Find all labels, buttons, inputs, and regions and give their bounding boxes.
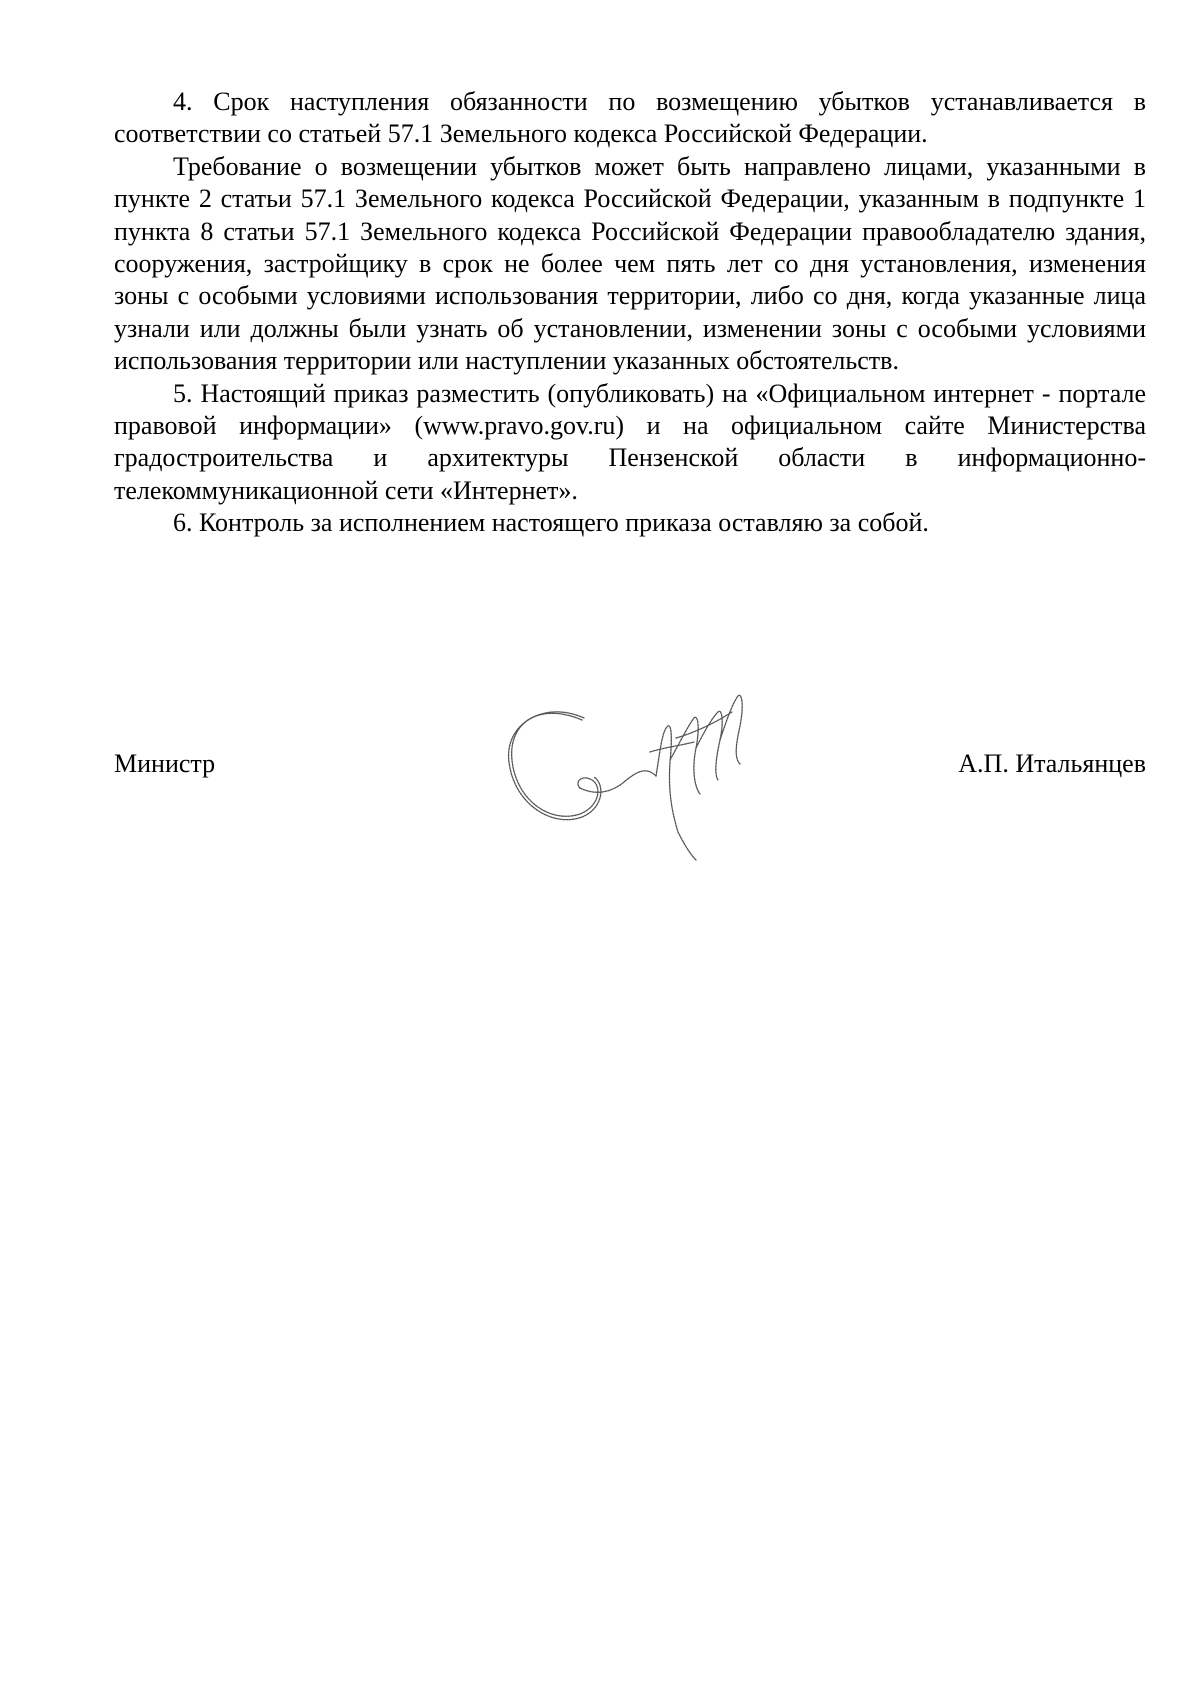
signatory-title: Министр <box>114 749 216 778</box>
document-body <box>114 86 1146 540</box>
paragraph-item-5: 5. Настоящий приказ разместить (опубликовать) на «Официальном интернет - портале правовой информации» (www.pravo.gov.ru) и на официальном сайте Министерства градостроительства и архитектуры Пензенской области в информационно-телекоммуникационной сети «Интернет». <box>114 378 1146 505</box>
signatory-name: А.П. Итальянцев <box>958 749 1146 778</box>
paragraph-item-4: 4. Срок наступления обязанности по возмещению убытков устанавливается в соответствии со статьей 57.1 Земельного кодекса Российской Федерации. <box>114 87 1146 149</box>
paragraph-item-6: 6. Контроль за исполнением настоящего приказа оставляю за собой. <box>173 508 929 538</box>
handwritten-signature <box>500 682 770 862</box>
paragraph-damages-claim: Требование о возмещении убытков может быть направлено лицами, указанными в пункте 2 статьи 57.1 Земельного кодекса Российской Федерации, указанным в подпункте 1 пункта 8 статьи 57.1 Земельного кодекса Российской Федерации правообладателю здания, сооружения, застройщику в срок не более чем пять лет со дня установления, изменения зоны с особыми условиями использования территории, либо со дня, когда указанные лица узнали или должны были узнать об установлении, изменении зоны с особыми условиями использования территории или наступлении указанных обстоятельств. <box>114 151 1146 376</box>
